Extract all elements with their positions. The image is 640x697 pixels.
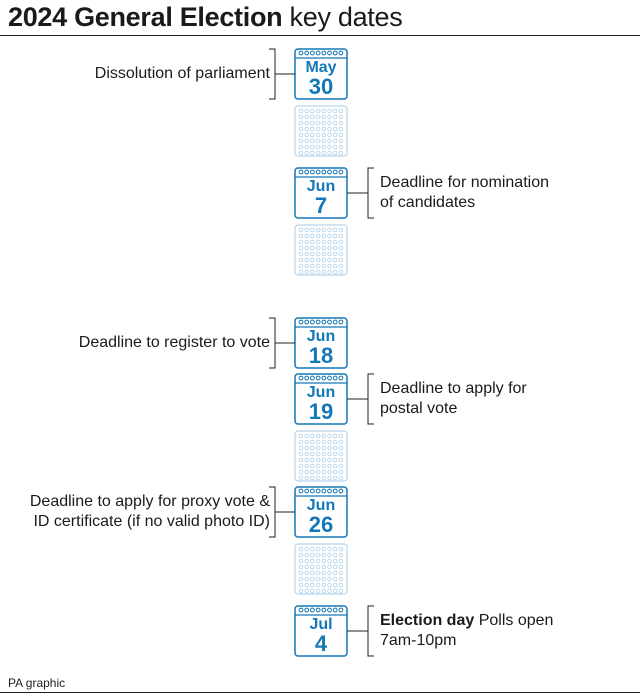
- ghost-day-dot: [333, 440, 337, 444]
- ghost-day-dot: [311, 440, 315, 444]
- ghost-day-dot: [305, 547, 309, 551]
- ghost-day-dot: [316, 240, 320, 244]
- ghost-day-dot: [305, 252, 309, 256]
- ghost-day-dot: [305, 458, 309, 462]
- ghost-day-dot: [299, 115, 303, 119]
- bracket: [368, 168, 374, 218]
- title-rest: key dates: [289, 2, 403, 32]
- ghost-day-dot: [333, 139, 337, 143]
- ghost-day-dot: [322, 571, 326, 575]
- ghost-day-dot: [322, 583, 326, 587]
- event-label: [79, 333, 270, 353]
- ghost-day-dot: [322, 464, 326, 468]
- ghost-day-dot: [299, 440, 303, 444]
- bracket: [368, 606, 374, 656]
- ghost-day-dot: [328, 452, 332, 456]
- ghost-day-dot: [299, 127, 303, 131]
- ghost-day-dot: [305, 583, 309, 587]
- ghost-day-dot: [299, 464, 303, 468]
- ghost-day-dot: [322, 547, 326, 551]
- ghost-day-dot: [316, 464, 320, 468]
- ghost-calendar: [295, 431, 347, 481]
- ghost-day-dot: [339, 553, 343, 557]
- ghost-day-dot: [339, 246, 343, 250]
- ghost-day-dot: [299, 559, 303, 563]
- ghost-day-dot: [339, 121, 343, 125]
- ghost-day-dot: [339, 115, 343, 119]
- ghost-day-dot: [339, 547, 343, 551]
- ghost-day-dot: [316, 109, 320, 113]
- ghost-day-dot: [299, 264, 303, 268]
- event-label-line: ID certificate (if no valid photo ID): [33, 513, 270, 530]
- event-label: [380, 173, 549, 213]
- ghost-day-dot: [311, 115, 315, 119]
- ghost-day-dot: [333, 446, 337, 450]
- ghost-day-dot: [322, 145, 326, 149]
- ghost-day-dot: [305, 270, 309, 274]
- ghost-day-dot: [339, 440, 343, 444]
- ghost-day-dot: [299, 240, 303, 244]
- calendar-month: Jun: [306, 328, 336, 345]
- ghost-calendar: [295, 106, 347, 156]
- ghost-day-dot: [333, 589, 337, 593]
- ghost-day-dot: [305, 139, 309, 143]
- ghost-day-dot: [316, 440, 320, 444]
- ghost-day-dot: [299, 547, 303, 551]
- event-label-line: [380, 611, 553, 631]
- ghost-day-dot: [333, 109, 337, 113]
- ghost-day-dot: [333, 476, 337, 480]
- ghost-day-dot: [322, 446, 326, 450]
- ghost-day-dot: [316, 270, 320, 274]
- ghost-day-dot: [305, 246, 309, 250]
- ghost-day-dot: [316, 565, 320, 569]
- ghost-day-dot: [316, 458, 320, 462]
- ghost-day-dot: [322, 553, 326, 557]
- ghost-day-dot: [333, 133, 337, 137]
- ghost-day-dot: [328, 589, 332, 593]
- ghost-day-dot: [305, 446, 309, 450]
- ghost-day-dot: [311, 583, 315, 587]
- ghost-day-dot: [299, 446, 303, 450]
- ghost-day-dot: [322, 589, 326, 593]
- ghost-day-dot: [316, 446, 320, 450]
- ghost-day-dot: [305, 234, 309, 238]
- ghost-day-dot: [316, 547, 320, 551]
- ghost-day-dot: [299, 470, 303, 474]
- ghost-day-dot: [316, 115, 320, 119]
- ghost-day-dot: [305, 151, 309, 155]
- ghost-day-dot: [305, 258, 309, 262]
- ghost-day-dot: [333, 127, 337, 131]
- bottom-divider: [0, 692, 640, 693]
- ghost-day-dot: [311, 121, 315, 125]
- ghost-day-dot: [322, 565, 326, 569]
- ghost-day-dot: [333, 258, 337, 262]
- ghost-day-dot: [328, 577, 332, 581]
- ghost-day-dot: [339, 434, 343, 438]
- ghost-day-dot: [311, 240, 315, 244]
- ghost-day-dot: [339, 476, 343, 480]
- event-label: [380, 611, 553, 651]
- ghost-day-dot: [322, 434, 326, 438]
- ghost-day-dot: [299, 139, 303, 143]
- ghost-day-dot: [322, 559, 326, 563]
- event-label-line: Deadline for nomination: [380, 174, 549, 191]
- ghost-day-dot: [311, 264, 315, 268]
- ghost-day-dot: [299, 252, 303, 256]
- ghost-day-dot: [316, 139, 320, 143]
- ghost-day-dot: [328, 571, 332, 575]
- ghost-calendar: [295, 544, 347, 594]
- event-label: [30, 492, 270, 532]
- ghost-day-dot: [299, 133, 303, 137]
- calendar-day: 4: [314, 631, 328, 656]
- ghost-day-dot: [339, 234, 343, 238]
- ghost-day-dot: [299, 258, 303, 262]
- ghost-day-dot: [299, 121, 303, 125]
- ghost-day-dot: [328, 446, 332, 450]
- credit: PA graphic: [8, 676, 66, 690]
- ghost-day-dot: [339, 151, 343, 155]
- ghost-day-dot: [299, 246, 303, 250]
- ghost-day-dot: [299, 571, 303, 575]
- ghost-day-dot: [305, 440, 309, 444]
- ghost-day-dot: [316, 121, 320, 125]
- ghost-day-dot: [311, 139, 315, 143]
- ghost-day-dot: [322, 115, 326, 119]
- ghost-day-dot: [299, 234, 303, 238]
- ghost-day-dot: [328, 440, 332, 444]
- event-label-line: Deadline to apply for proxy vote &: [29, 493, 270, 510]
- calendar-month: May: [305, 59, 337, 76]
- ghost-day-dot: [299, 434, 303, 438]
- ghost-day-dot: [322, 133, 326, 137]
- ghost-day-dot: [322, 264, 326, 268]
- ghost-day-dot: [305, 464, 309, 468]
- ghost-day-dot: [328, 458, 332, 462]
- ghost-day-dot: [305, 133, 309, 137]
- ghost-day-dot: [339, 458, 343, 462]
- ghost-day-dot: [311, 470, 315, 474]
- ghost-day-dot: [333, 434, 337, 438]
- ghost-day-dot: [311, 145, 315, 149]
- ghost-day-dot: [316, 589, 320, 593]
- ghost-day-dot: [333, 121, 337, 125]
- ghost-day-dot: [328, 565, 332, 569]
- ghost-day-dot: [339, 258, 343, 262]
- ghost-day-dot: [316, 246, 320, 250]
- ghost-day-dot: [299, 458, 303, 462]
- ghost-calendar: [295, 225, 347, 275]
- ghost-day-dot: [311, 246, 315, 250]
- ghost-day-dot: [328, 145, 332, 149]
- ghost-day-dot: [299, 228, 303, 232]
- ghost-day-dot: [311, 571, 315, 575]
- ghost-day-dot: [333, 270, 337, 274]
- calendar-month: Jul: [309, 616, 333, 633]
- ghost-day-dot: [328, 127, 332, 131]
- ghost-day-dot: [339, 464, 343, 468]
- event-label-bold: Election day: [380, 612, 475, 629]
- title-bold: 2024 General Election: [8, 2, 283, 32]
- ghost-day-dot: [311, 458, 315, 462]
- ghost-day-dot: [311, 234, 315, 238]
- ghost-day-dot: [311, 258, 315, 262]
- calendar-day: 30: [308, 74, 334, 99]
- event-label-text: Polls open: [474, 612, 554, 629]
- ghost-day-dot: [311, 452, 315, 456]
- ghost-day-dot: [328, 559, 332, 563]
- ghost-day-dot: [333, 577, 337, 581]
- ghost-day-dot: [328, 264, 332, 268]
- ghost-day-dot: [339, 559, 343, 563]
- ghost-day-dot: [328, 270, 332, 274]
- ghost-day-dot: [339, 145, 343, 149]
- ghost-day-dot: [305, 228, 309, 232]
- ghost-day-dot: [311, 589, 315, 593]
- ghost-day-dot: [328, 151, 332, 155]
- ghost-day-dot: [328, 246, 332, 250]
- ghost-day-dot: [333, 246, 337, 250]
- ghost-day-dot: [333, 464, 337, 468]
- ghost-day-dot: [305, 434, 309, 438]
- ghost-day-dot: [316, 434, 320, 438]
- ghost-day-dot: [328, 133, 332, 137]
- ghost-day-dot: [305, 121, 309, 125]
- ghost-day-dot: [305, 109, 309, 113]
- ghost-day-dot: [322, 252, 326, 256]
- ghost-day-dot: [339, 139, 343, 143]
- ghost-day-dot: [339, 577, 343, 581]
- ghost-day-dot: [333, 565, 337, 569]
- ghost-day-dot: [328, 139, 332, 143]
- event-label-line: Deadline to register to vote: [78, 334, 270, 351]
- ghost-day-dot: [322, 270, 326, 274]
- ghost-day-dot: [311, 553, 315, 557]
- ghost-day-dot: [311, 476, 315, 480]
- ghost-day-dot: [305, 240, 309, 244]
- ghost-day-dot: [299, 565, 303, 569]
- calendar-day: 19: [308, 399, 334, 424]
- ghost-day-dot: [322, 151, 326, 155]
- ghost-day-dot: [339, 109, 343, 113]
- ghost-day-dot: [311, 270, 315, 274]
- ghost-day-dot: [316, 470, 320, 474]
- ghost-day-dot: [305, 452, 309, 456]
- ghost-day-dot: [333, 547, 337, 551]
- ghost-day-dot: [316, 133, 320, 137]
- ghost-day-dot: [322, 440, 326, 444]
- ghost-day-dot: [299, 589, 303, 593]
- calendar-month: Jun: [306, 497, 336, 514]
- event-label: [95, 64, 270, 84]
- ghost-day-dot: [311, 109, 315, 113]
- ghost-day-dot: [311, 127, 315, 131]
- ghost-day-dot: [316, 583, 320, 587]
- ghost-day-dot: [311, 151, 315, 155]
- ghost-day-dot: [328, 464, 332, 468]
- ghost-day-dot: [322, 476, 326, 480]
- ghost-day-dot: [299, 151, 303, 155]
- ghost-day-dot: [333, 571, 337, 575]
- ghost-day-dot: [333, 458, 337, 462]
- ghost-day-dot: [339, 127, 343, 131]
- ghost-day-dot: [322, 234, 326, 238]
- ghost-day-dot: [333, 252, 337, 256]
- ghost-day-dot: [305, 470, 309, 474]
- ghost-day-dot: [316, 577, 320, 581]
- ghost-day-dot: [311, 228, 315, 232]
- ghost-day-dot: [333, 234, 337, 238]
- ghost-day-dot: [339, 583, 343, 587]
- event-label-line: Dissolution of parliament: [94, 65, 270, 82]
- ghost-day-dot: [316, 553, 320, 557]
- ghost-day-dot: [333, 145, 337, 149]
- ghost-day-dot: [305, 565, 309, 569]
- ghost-day-dot: [333, 452, 337, 456]
- ghost-day-dot: [333, 240, 337, 244]
- ghost-day-dot: [305, 577, 309, 581]
- ghost-day-dot: [299, 270, 303, 274]
- ghost-day-dot: [328, 553, 332, 557]
- ghost-day-dot: [328, 476, 332, 480]
- calendar-day: 18: [308, 343, 334, 368]
- ghost-day-dot: [316, 252, 320, 256]
- ghost-day-dot: [328, 121, 332, 125]
- ghost-day-dot: [322, 246, 326, 250]
- calendar-month: Jun: [306, 384, 336, 401]
- ghost-day-dot: [311, 464, 315, 468]
- ghost-day-dot: [333, 553, 337, 557]
- ghost-day-dot: [328, 252, 332, 256]
- ghost-day-dot: [328, 115, 332, 119]
- ghost-day-dot: [339, 240, 343, 244]
- calendar-day: 26: [308, 512, 334, 537]
- ghost-day-dot: [299, 577, 303, 581]
- ghost-day-dot: [333, 151, 337, 155]
- ghost-day-dot: [322, 127, 326, 131]
- ghost-day-dot: [316, 145, 320, 149]
- ghost-day-dot: [339, 446, 343, 450]
- ghost-day-dot: [305, 127, 309, 131]
- event-label: [380, 379, 527, 419]
- ghost-day-dot: [333, 583, 337, 587]
- event-label-line: postal vote: [380, 400, 458, 417]
- ghost-day-dot: [316, 476, 320, 480]
- ghost-day-dot: [305, 476, 309, 480]
- ghost-day-dot: [299, 109, 303, 113]
- ghost-day-dot: [339, 565, 343, 569]
- ghost-day-dot: [339, 228, 343, 232]
- ghost-day-dot: [322, 470, 326, 474]
- ghost-day-dot: [339, 589, 343, 593]
- ghost-day-dot: [299, 476, 303, 480]
- ghost-day-dot: [322, 228, 326, 232]
- event-label-line: of candidates: [380, 194, 476, 211]
- ghost-day-dot: [328, 583, 332, 587]
- ghost-day-dot: [311, 559, 315, 563]
- ghost-day-dot: [316, 127, 320, 131]
- ghost-day-dot: [328, 234, 332, 238]
- ghost-day-dot: [316, 228, 320, 232]
- ghost-day-dot: [299, 583, 303, 587]
- ghost-day-dot: [311, 434, 315, 438]
- ghost-day-dot: [339, 452, 343, 456]
- ghost-day-dot: [333, 559, 337, 563]
- ghost-day-dot: [322, 121, 326, 125]
- ghost-day-dot: [311, 565, 315, 569]
- ghost-day-dot: [333, 228, 337, 232]
- ghost-day-dot: [328, 109, 332, 113]
- ghost-day-dot: [299, 553, 303, 557]
- ghost-day-dot: [322, 109, 326, 113]
- calendar-day: 7: [314, 193, 328, 218]
- ghost-day-dot: [328, 258, 332, 262]
- ghost-day-dot: [339, 252, 343, 256]
- ghost-day-dot: [305, 589, 309, 593]
- ghost-day-dot: [311, 133, 315, 137]
- ghost-day-dot: [339, 470, 343, 474]
- ghost-day-dot: [316, 151, 320, 155]
- bracket: [368, 374, 374, 424]
- ghost-day-dot: [299, 452, 303, 456]
- ghost-day-dot: [322, 240, 326, 244]
- ghost-day-dot: [299, 145, 303, 149]
- ghost-day-dot: [316, 264, 320, 268]
- ghost-day-dot: [316, 559, 320, 563]
- ghost-day-dot: [333, 470, 337, 474]
- ghost-day-dot: [311, 547, 315, 551]
- ghost-day-dot: [305, 145, 309, 149]
- ghost-day-dot: [305, 571, 309, 575]
- ghost-day-dot: [328, 434, 332, 438]
- ghost-day-dot: [328, 547, 332, 551]
- calendar-month: Jun: [306, 178, 336, 195]
- ghost-day-dot: [316, 452, 320, 456]
- ghost-day-dot: [339, 571, 343, 575]
- ghost-day-dot: [322, 458, 326, 462]
- ghost-day-dot: [316, 258, 320, 262]
- ghost-day-dot: [339, 133, 343, 137]
- ghost-day-dot: [316, 234, 320, 238]
- ghost-day-dot: [322, 258, 326, 262]
- ghost-day-dot: [322, 139, 326, 143]
- ghost-day-dot: [322, 577, 326, 581]
- ghost-day-dot: [328, 228, 332, 232]
- ghost-day-dot: [305, 264, 309, 268]
- ghost-day-dot: [333, 115, 337, 119]
- event-label-line: 7am-10pm: [380, 632, 457, 649]
- ghost-day-dot: [305, 553, 309, 557]
- ghost-day-dot: [333, 264, 337, 268]
- event-label-line: Deadline to apply for: [380, 380, 527, 397]
- ghost-day-dot: [305, 115, 309, 119]
- ghost-day-dot: [339, 270, 343, 274]
- ghost-day-dot: [322, 452, 326, 456]
- ghost-day-dot: [339, 264, 343, 268]
- ghost-day-dot: [328, 240, 332, 244]
- ghost-day-dot: [311, 446, 315, 450]
- ghost-day-dot: [328, 470, 332, 474]
- ghost-day-dot: [311, 252, 315, 256]
- ghost-day-dot: [316, 571, 320, 575]
- ghost-day-dot: [305, 559, 309, 563]
- ghost-day-dot: [311, 577, 315, 581]
